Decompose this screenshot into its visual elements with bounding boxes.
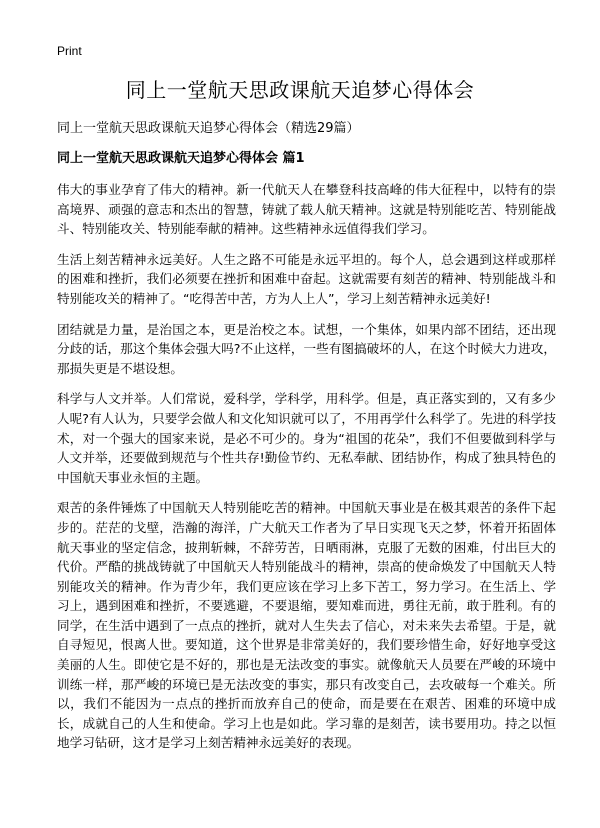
page-title: 同上一堂航天思政课航天追梦心得体会 [125, 78, 475, 102]
document-subtitle: 同上一堂航天思政课航天追梦心得体会（精选29篇） [57, 121, 360, 136]
paragraph: 艰苦的条件锤炼了中国航天人特别能吃苦的精神。中国航天事业是在极其艰苦的条件下起步的。茫茫的戈壁，浩瀚的海洋，广大航天工作者为了早日实现飞天之梦，怀着开拓固体航天事业的坚定信念，披荆斩棘，不辞劳苦，日晒雨淋，克服了无数的困难，付出巨大的代价。严酷的挑战铸就了中国航天人特别能战斗的精神，崇高的使命焕发了中国航天人特别能攻关的精神。作为青少年，我们更应该在学习上多下苦工，努力学习。在生活上、学习上，遇到困难和挫折，不要逃避，不要退缩，要知难而进，勇往无前，敢于胜利。有的同学，在生活中遇到了一点点的挫折，就对人生失去了信心，对未来失去希望。于是，就自寻短见，恨离人世。要知道，这个世界是非常美好的，我们要珍惜生命，好好地享受这美丽的人生。即使它是不好的，那也是无法改变的事实。就像航天人员要在严峻的环境中训练一样，那严峻的环境已是无法改变的事实，那只有改变自己，去攻破每一个难关。所以，我们不能因为一点点的挫折而放弃自己的使命，而是要在在艰苦、困难的环境中成长，成就自己的人生和使命。学习上也是如此。学习靠的是刻苦，读书要用功。持之以恒地学习钻研，这才是学习上刻苦精神永远美好的表现。 [57, 500, 556, 751]
section-heading: 同上一堂航天思政课航天追梦心得体会 篇1 [57, 151, 305, 166]
print-link[interactable]: Print [57, 44, 82, 58]
paragraph: 科学与人文并举。人们常说，爱科学，学科学，用科学。但是，真正落实到的，又有多少人呢?有人认为，只要学会做人和文化知识就可以了，不用再学什么科学了。先进的科学技术，对一个强大的国家来说，是必不可少的。身为“祖国的花朵”，我们不但要做到科学与人文并举，还要做到规范与个性共存!勤俭节约、无私奉献、团结协作，构成了独具特色的中国航天事业永恒的主题。 [57, 391, 556, 485]
article-body [57, 180, 556, 764]
paragraph: 团结就是力量，是治国之本，更是治校之本。试想，一个集体，如果内部不团结，还出现分歧的话，那这个集体会强大吗?不止这样，一些有图搞破坏的人，在这个时候大力进攻，那损失更是不堪设想。 [57, 321, 556, 376]
paragraph: 伟大的事业孕育了伟大的精神。新一代航天人在攀登科技高峰的伟大征程中，以特有的崇高境界、顽强的意志和杰出的智慧，铸就了载人航天精神。这就是特别能吃苦、特别能战斗、特别能攻关、特别能奉献的精神。这些精神永远值得我们学习。 [57, 182, 556, 237]
paragraph: 生活上刻苦精神永远美好。人生之路不可能是永远平坦的。每个人，总会遇到这样或那样的困难和挫折，我们必须要在挫折和困难中奋起。这就需要有刻苦的精神、特别能战斗和特别能攻关的精神了。“吃得苦中苦，方为人上人”，学习上刻苦精神永远美好! [57, 251, 556, 306]
